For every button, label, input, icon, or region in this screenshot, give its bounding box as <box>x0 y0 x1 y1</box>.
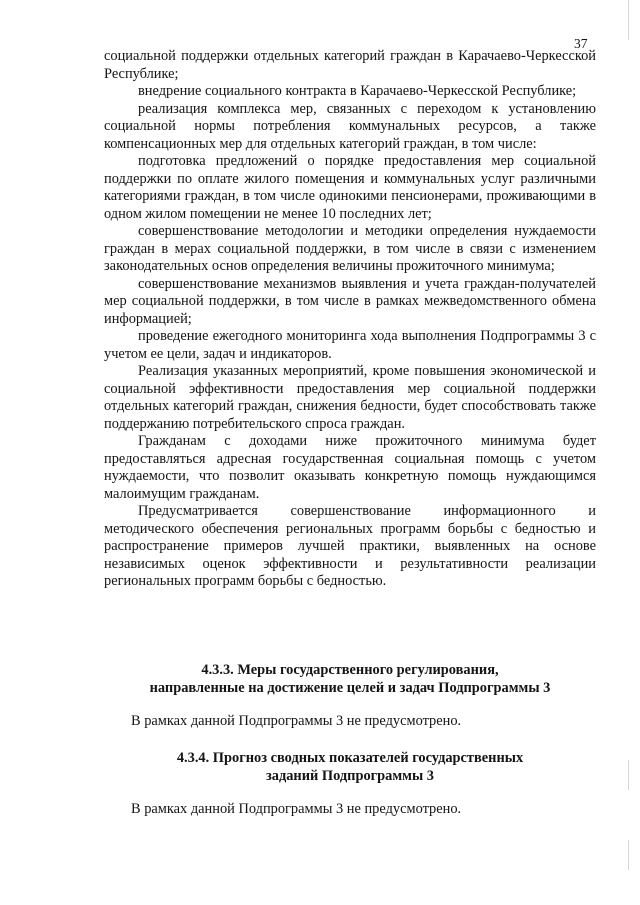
body-text <box>104 48 596 591</box>
body-paragraph: совершенствование механизмов выявления и учета граждан-получателей мер социальной поддержки, в том числе в рамках межведомственного обмена информацией; <box>104 275 596 327</box>
body-paragraph: Реализация указанных мероприятий, кроме повышения экономической и социальной эффективности предоставления мер социальной поддержки отдельных категорий граждан, снижения бедности, будет способствовать также поддержанию потребительского спроса граждан. <box>104 363 596 432</box>
section-heading-4-3-4 <box>104 749 596 785</box>
body-paragraph: проведение ежегодного мониторинга хода выполнения Подпрограммы 3 с учетом ее цели, задач и индикаторов. <box>104 328 596 362</box>
body-paragraph: подготовка предложений о порядке предоставления мер социальной поддержки по оплате жилого помещения и коммунальных услуг различными категориями граждан, в том числе одинокими пенсионерами, проживающими в одном жилом помещении не менее 10 последних лет; <box>104 153 596 222</box>
body-paragraph: внедрение социального контракта в Карачаево-Черкесской Республике; <box>138 83 577 99</box>
section-heading-line: заданий Подпрограммы 3 <box>265 768 435 784</box>
page-number: 37 <box>574 36 588 51</box>
body-paragraph: социальной поддержки отдельных категорий граждан в Карачаево-Черкесской Республике; <box>104 48 596 82</box>
section-heading-line: 4.3.3. Меры государственного регулирования, <box>201 662 499 678</box>
section-4-3-3-text: В рамках данной Подпрограммы 3 не предусмотрено. <box>131 713 462 729</box>
body-paragraph: Предусматривается совершенствование информационного и методического обеспечения региональных программ борьбы с бедностью и распространение примеров лучшей практики, выявленных на основе независимых оценок эффективности и результативности реализации региональных программ борьбы с бедностью. <box>104 503 596 589</box>
body-paragraph: реализация комплекса мер, связанных с переходом к установлению социальной нормы потребления коммунальных ресурсов, а также компенсационных мер для отдельных категорий граждан, в том числе: <box>104 100 596 152</box>
body-paragraph: совершенствование методологии и методики определения нуждаемости граждан в мерах социальной поддержки, в том числе в связи с изменением законодательных основ определения величины прожиточного минимума; <box>104 223 596 274</box>
scan-edge-mark <box>628 0 629 40</box>
section-heading-line: направленные на достижение целей и задач Подпрограммы 3 <box>149 680 551 696</box>
section-heading-line: 4.3.4. Прогноз сводных показателей государственных <box>176 750 524 766</box>
section-heading-4-3-3 <box>104 661 596 697</box>
scan-edge-mark <box>628 840 629 870</box>
section-4-3-4-text: В рамках данной Подпрограммы 3 не предусмотрено. <box>131 801 462 817</box>
scan-edge-mark <box>628 760 629 790</box>
body-paragraph: Гражданам с доходами ниже прожиточного минимума будет предоставляться адресная государственная социальная помощь с учетом нуждаемости, что позволит оказывать конкретную помощь нуждающимся малоимущим гражданам. <box>104 433 596 502</box>
